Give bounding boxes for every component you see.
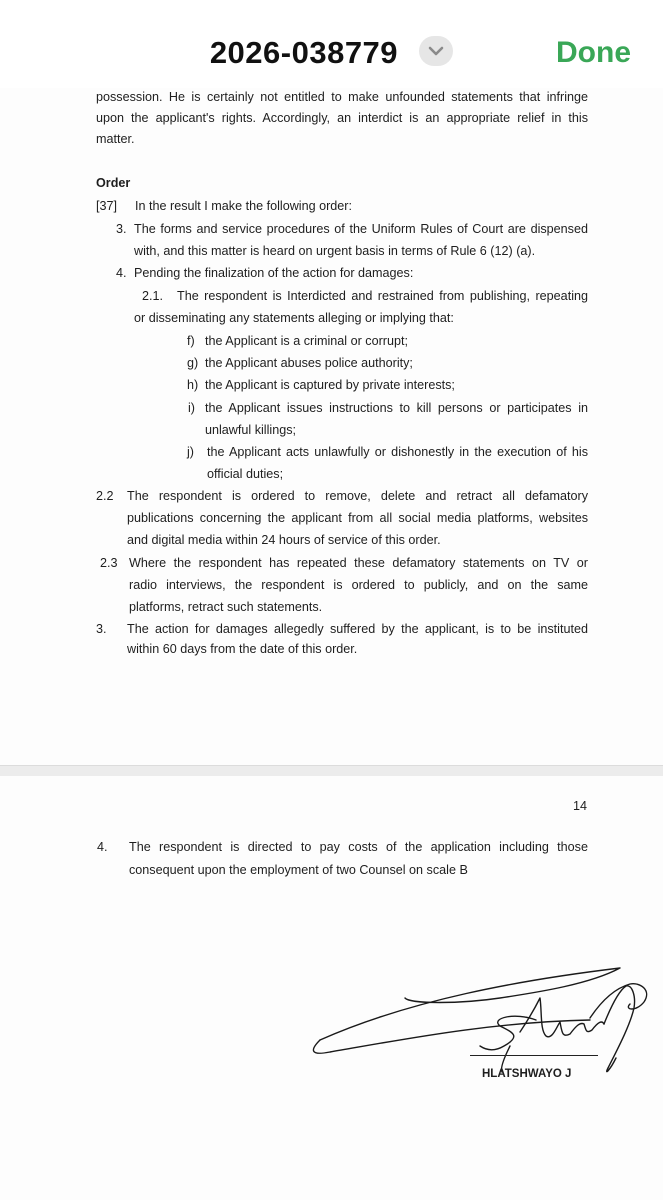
order-heading: Order (96, 176, 131, 190)
item-line: Where the respondent has repeated these defamatory statements on TV or (129, 556, 588, 570)
item-line: and digital media within 24 hours of service of this order. (127, 533, 441, 547)
list-item: the Applicant is captured by private interests; (205, 378, 455, 392)
item-number: 3. (96, 622, 107, 636)
list-item: the Applicant issues instructions to kill persons or participates in (205, 401, 588, 415)
page-number: 14 (573, 799, 588, 813)
done-button[interactable]: Done (556, 36, 631, 69)
item-number: 4. (116, 266, 127, 280)
list-label: f) (187, 334, 195, 348)
signature-image (290, 960, 660, 1090)
document-title-text: 2026-038779 (209, 34, 399, 70)
title-menu-button[interactable] (419, 36, 453, 66)
item-number: 4. (97, 840, 108, 854)
item-line: platforms, retract such statements. (129, 600, 323, 614)
nav-bar (0, 0, 663, 88)
subitem-number: 2.1. (142, 289, 164, 303)
list-label: j) (187, 445, 194, 459)
item-line: within 60 days from the date of this order. (127, 642, 358, 656)
paragraph-number: [37] (96, 199, 118, 213)
list-item: official duties; (207, 467, 284, 481)
item-line: The respondent is ordered to remove, delete and retract all defamatory (127, 489, 588, 503)
item-number: 2.2 (96, 489, 114, 503)
item-line: consequent upon the employment of two Counsel on scale B (129, 863, 468, 877)
item-line: The action for damages allegedly suffered by the applicant, is to be instituted (127, 622, 588, 636)
intro-line-2: upon the applicant's rights. Accordingly, an interdict is an appropriate relief in this (96, 111, 588, 125)
subitem-line: The respondent is Interdicted and restrained from publishing, repeating (177, 289, 588, 303)
item-line: The respondent is directed to pay costs of the application including those (129, 840, 588, 854)
signatory-name: HLATSHWAYO J (482, 1068, 572, 1080)
item-line: radio interviews, the respondent is ordered to publicly, and on the same (129, 578, 588, 592)
intro-line-1: possession. He is certainly not entitled to make unfounded statements that infringe (96, 90, 588, 104)
item-number: 2.3 (100, 556, 118, 570)
list-label: h) (187, 378, 199, 392)
intro-line-3: matter. (96, 132, 135, 146)
item-line: The forms and service procedures of the Uniform Rules of Court are dispensed (134, 222, 588, 236)
subitem-line: or disseminating any statements alleging or implying that: (134, 311, 454, 325)
signature-line (470, 1055, 598, 1056)
item-number: 3. (116, 222, 127, 236)
item-line: publications concerning the applicant from all social media platforms, websites (127, 511, 588, 525)
item-line: Pending the finalization of the action for damages: (134, 266, 414, 280)
item-line: with, and this matter is heard on urgent basis in terms of Rule 6 (12) (a). (134, 244, 536, 258)
page-divider (0, 765, 663, 776)
paragraph-text: In the result I make the following order: (135, 199, 353, 213)
list-item: unlawful killings; (205, 423, 296, 437)
list-label: g) (187, 356, 199, 370)
list-label: i) (188, 401, 195, 415)
list-item: the Applicant acts unlawfully or dishonestly in the execution of his (207, 445, 588, 459)
chevron-down-icon (428, 44, 444, 58)
list-item: the Applicant is a criminal or corrupt; (205, 334, 408, 348)
list-item: the Applicant abuses police authority; (205, 356, 413, 370)
